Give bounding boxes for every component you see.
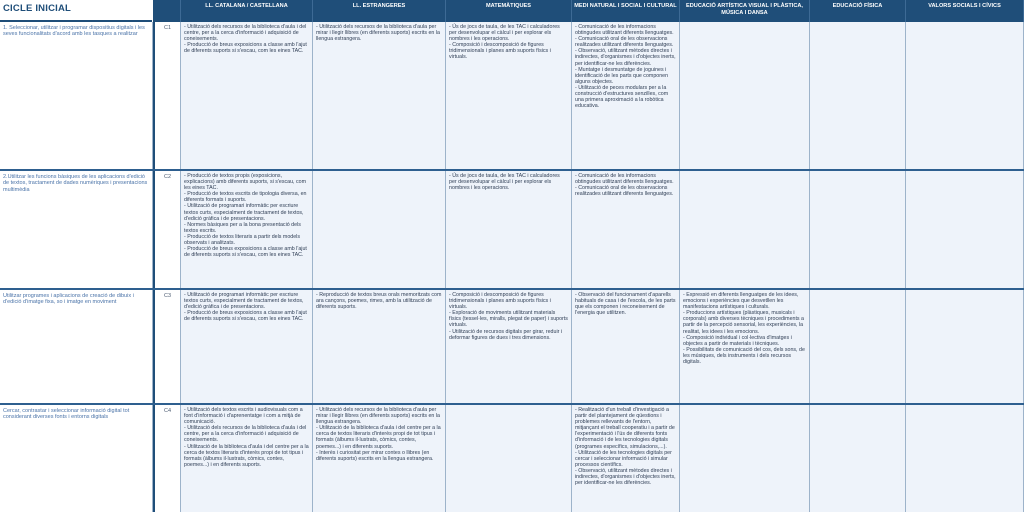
header-code-column: [155, 0, 181, 22]
cell-line: - Normes bàsiques per a la bona presentació dels textos escrits.: [184, 221, 301, 234]
cell-mathematics[interactable]: [446, 171, 572, 289]
code-cell[interactable]: C2: [155, 171, 181, 289]
cell-line: - Observació, utilitzant mètodes directes i indirectes, d'organismes i d'objectes inerts, per identificar-ne les diferències.: [575, 467, 676, 487]
table-row: [0, 22, 1024, 170]
table-row: [0, 405, 1024, 512]
cell-civic-values[interactable]: [906, 171, 1024, 289]
cell-line: - Interès i curiositat per mirar contes o llibres (en diferents suports) escrits en la llengua estrangera.: [316, 449, 434, 462]
cell-natural-social[interactable]: [572, 22, 680, 170]
cell-line: - Utilització de programari informàtic per escriure textos curts, especialment de tractament de textos, d'edició gràfica i de presentacions.: [184, 203, 304, 222]
cell-physical-education[interactable]: [810, 290, 906, 404]
cell-line: - Utilització de peces modulars per a la construcció d'estructures senzilles, com una primera aproximació a la robòtica educativa.: [575, 84, 669, 110]
cell-physical-education[interactable]: [810, 171, 906, 289]
cell-line: - Producció de breus exposicions a classe amb l'ajut de diferents suports si s'escau, com les eines TAC.: [184, 246, 307, 259]
cell-line: - Ús de jocs de taula, de les TAC i calculadores per desenvolupar el càlcul i per explorar els nombres i les operacions.: [449, 173, 560, 192]
cell-catalan-castellana[interactable]: [181, 171, 313, 289]
cell-arts[interactable]: [680, 22, 810, 170]
cell-physical-education[interactable]: [810, 405, 906, 512]
cell-foreign-languages[interactable]: [313, 171, 446, 289]
cell-line: - Utilització dels recursos de la biblioteca d'aula i del centre, per a la cerca d'informació i adquisició de coneixements.: [184, 24, 307, 43]
code-cell[interactable]: C4: [155, 405, 181, 512]
cell-line: - Utilització de programari informàtic per escriure textos curts, especialment de tractament de textos, d'edició gràfica i de presentacions.: [184, 292, 304, 311]
cell-line: - Utilització dels recursos de la biblioteca d'aula per mirar i llegir llibres (en diferents suports) escrits en la llengua estrangera.: [316, 407, 440, 426]
cell-physical-education[interactable]: [810, 22, 906, 170]
cell-line: - Comunicació oral de les observacions realitzades utilitzant diferents llenguatges.: [575, 185, 674, 198]
cell-civic-values[interactable]: [906, 290, 1024, 404]
objective-cell[interactable]: 1. Seleccionar, utilitzar i programar dispositius digitals i les seves funcionalitats d'acord amb les tasques a realitzar: [0, 22, 153, 170]
header-catalan-castellana[interactable]: LL. CATALANA / CASTELLANA: [181, 0, 313, 22]
cell-mathematics[interactable]: [446, 405, 572, 512]
cell-line: - Producció de textos propis (exposicions, explicacions) amb diferents suports, si s'escau, com les eines TAC.: [184, 173, 307, 192]
code-cell[interactable]: C1: [155, 22, 181, 170]
cell-line: - Utilització de recursos digitals per girar, reduir i deformar figures de dues i tres dimensions.: [449, 328, 563, 341]
objective-cell[interactable]: Cercar, contrastar i seleccionar informació digital tot considerant diverses fonts i entorns digitals: [0, 405, 153, 512]
cell-civic-values[interactable]: [906, 405, 1024, 512]
cell-line: - Exploració de moviments utilitzant materials físics (tessel·les, miralls, plegat de paper) i suports virtuals.: [449, 310, 568, 329]
cell-foreign-languages[interactable]: [313, 22, 446, 170]
header-natural-social[interactable]: MEDI NATURAL I SOCIAL I CULTURAL: [572, 0, 680, 22]
cell-line: - Utilització de la biblioteca d'aula i del centre per a la cerca de textos literaris d'interès propi de tot tipus i formats (àlbums il·lustrats, còmics, contes, poemes...) i en diferents suports.: [184, 443, 309, 468]
objective-cell[interactable]: 2.Utilitzar les funcions bàsiques de les aplicacions d'edició de textos, tractament de dades numèriques i presentacions multimèdia: [0, 171, 153, 289]
objective-cell[interactable]: Utilitzar programes i aplicacions de creació de dibuix i d'edició d'imatge fixa, so i imatge en moviment: [0, 290, 153, 404]
code-cell[interactable]: C3: [155, 290, 181, 404]
cell-line: - Muntatge i desmuntatge de joguines i identificació de les parts que componen alguns objectes.: [575, 66, 669, 85]
cell-line: - Comunicació de les informacions obtingudes utilitzant diferents llenguatges.: [575, 173, 674, 186]
cell-civic-values[interactable]: [906, 22, 1024, 170]
cell-line: - Observació del funcionament d'aparells habituals de casa i de l'escola, de les parts que els componen i reconeixement de l'energia que utilitzen.: [575, 292, 676, 317]
cell-line: - Observació, utilitzant mètodes directes i indirectes, d'organismes i d'objectes inerts, per identificar-ne les diferències.: [575, 48, 676, 67]
cell-line: - Producció de textos escrits de tipologia diversa, en diferents formats i suports.: [184, 191, 307, 204]
cell-line: - Composició i descomposició de figures tridimensionals i planes amb suports físics i virtuals.: [449, 42, 551, 61]
cell-catalan-castellana[interactable]: [181, 22, 313, 170]
cell-line: - Comunicació de les informacions obtingudes utilitzant diferents llenguatges.: [575, 24, 674, 37]
cell-line: - Composició individual i col·lectiva d'imatges i objectes a partir de materials i tècniques.: [683, 334, 792, 347]
cell-catalan-castellana[interactable]: [181, 405, 313, 512]
cell-line: - Composició i descomposició de figures tridimensionals i planes amb suports físics i virtuals.: [449, 292, 551, 311]
cell-line: - Producció de breus exposicions a classe amb l'ajut de diferents suports si s'escau, com les eines TAC.: [184, 310, 307, 323]
cell-line: - Possibilitats de comunicació del cos, dels sons, de les músiques, dels instruments i dels recursos digitals.: [683, 346, 805, 366]
header-mathematics[interactable]: MATEMÀTIQUES: [446, 0, 572, 22]
cycle-title: CICLE INICIAL: [3, 3, 72, 14]
cell-line: - Expressió en diferents llenguatges de les idees, emocions i experiències que desvetllen les manifestacions artístiques i culturals.: [683, 292, 799, 311]
cycle-title-cell[interactable]: [0, 0, 152, 22]
header-arts[interactable]: EDUCACIÓ ARTÍSTICA VISUAL I PLÀSTICA, MÚSICA I DANSA: [680, 0, 810, 22]
cell-natural-social[interactable]: [572, 171, 680, 289]
cell-natural-social[interactable]: [572, 405, 680, 512]
cell-catalan-castellana[interactable]: [181, 290, 313, 404]
cell-line: - Reproducció de textos breus orals memoritzats com ara cançons, poemes, rimes, amb la utilització de diferents suports.: [316, 292, 442, 311]
cell-line: - Realització d'un treball d'investigació a partir del plantejament de qüestions i problemes rellevants de l'entorn, mitjançant el treball cooperatiu i a partir de l'experimentació i l'ús de diferents fonts d'informació i de les tecnologies digitals (programes específics, simulacions,...).: [575, 407, 675, 450]
cell-arts[interactable]: [680, 290, 810, 404]
cell-line: - Ús de jocs de taula, de les TAC i calculadores per desenvolupar el càlcul i per explorar els nombres i les operacions.: [449, 24, 560, 43]
header-foreign-languages[interactable]: LL. ESTRANGERES: [313, 0, 446, 22]
header-civic-values[interactable]: VALORS SOCIALS I CÍVICS: [906, 0, 1024, 22]
cell-foreign-languages[interactable]: [313, 405, 446, 512]
table-row: [0, 290, 1024, 404]
cell-arts[interactable]: [680, 171, 810, 289]
header-physical-education[interactable]: EDUCACIÓ FÍSICA: [810, 0, 906, 22]
cell-line: - Utilització dels textos escrits i audiovisuals com a font d'informació i d'aprenentatge i com a mitjà de comunicació.: [184, 407, 303, 426]
cell-line: - Utilització dels recursos de la biblioteca d'aula i del centre, per a la cerca d'informació i adquisició de coneixements.: [184, 425, 307, 444]
cell-line: - Comunicació oral de les observacions realitzades utilitzant diferents llenguatges.: [575, 36, 674, 49]
cell-line: - Produccions artístiques (plàstiques, musicals i corporals) amb diverses tècniques i procediments a partir de la percepció sensorial, les experiències, la realitat, les idees i les emocions.: [683, 310, 805, 335]
cell-line: - Utilització dels recursos de la biblioteca d'aula per mirar i llegir llibres (en diferents suports) escrits en la llengua estrangera.: [316, 24, 440, 43]
cell-line: - Utilització de la biblioteca d'aula i del centre per a la cerca de textos literaris d'interès propi de tot tipus i formats (àlbums il·lustrats, còmics, contes, poemes...) i en diferents suports.: [316, 425, 441, 450]
cell-natural-social[interactable]: [572, 290, 680, 404]
table-row: [0, 171, 1024, 289]
cell-mathematics[interactable]: [446, 22, 572, 170]
cell-arts[interactable]: [680, 405, 810, 512]
cell-foreign-languages[interactable]: [313, 290, 446, 404]
cell-line: - Producció de textos literaris a partir dels models observats i analitzats.: [184, 233, 300, 247]
cell-line: - Producció de breus exposicions a classe amb l'ajut de diferents suports si s'escau, com les eines TAC.: [184, 42, 307, 55]
cell-mathematics[interactable]: [446, 290, 572, 404]
cell-line: - Utilització de les tecnologies digitals per cercar i seleccionar informació i simular processos científics.: [575, 449, 672, 468]
